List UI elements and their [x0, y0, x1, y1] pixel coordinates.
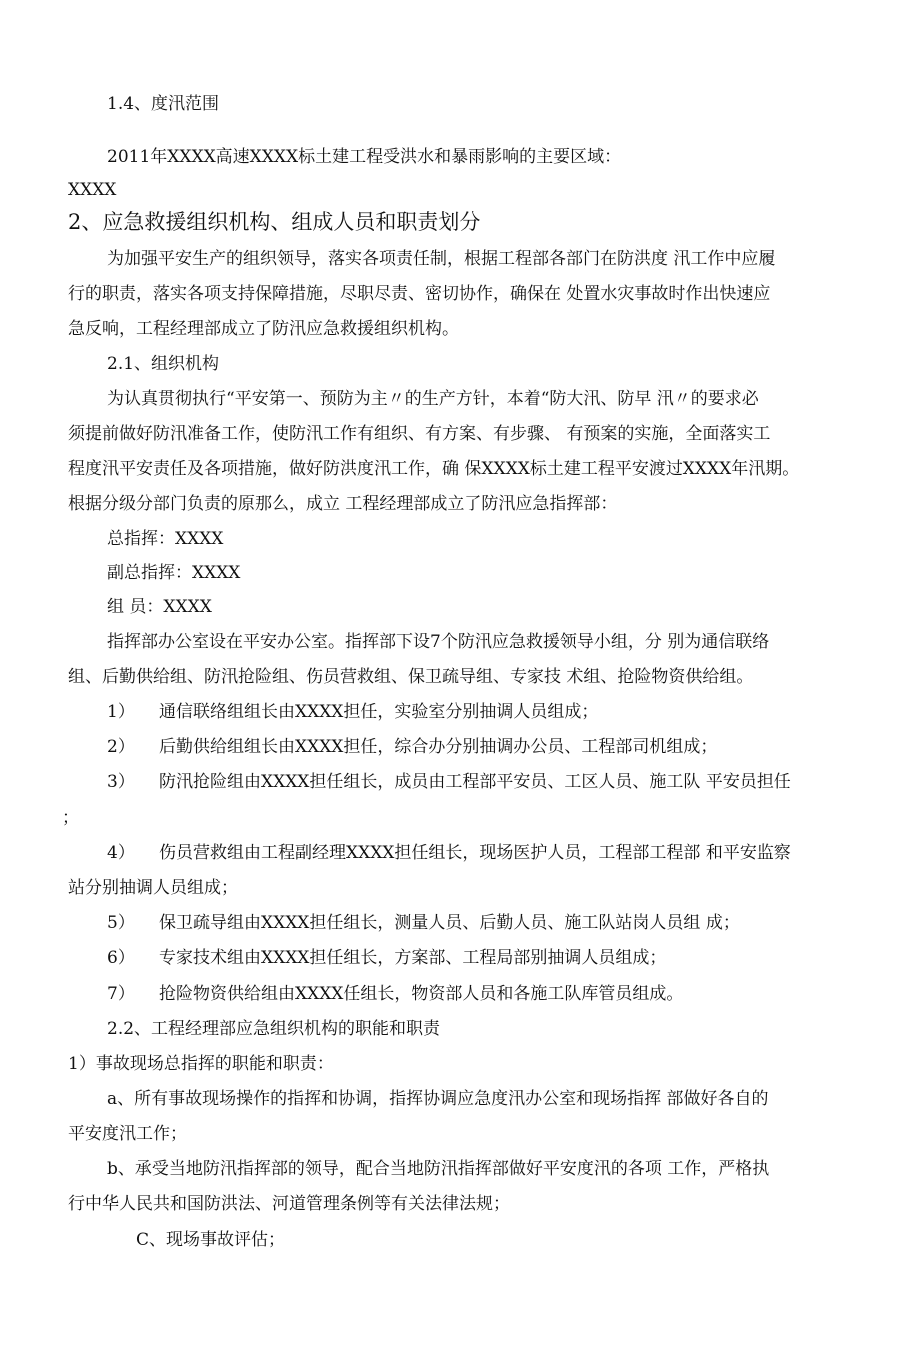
group-item-text: 通信联络组组长由XXXX担任，实验室分别抽调人员组成；	[159, 702, 599, 722]
intro-line-3: 急反响，工程经理部成立了防汛应急救援组织机构。	[68, 319, 459, 339]
section-1-4-heading: 1.4、度汛范围	[107, 94, 220, 114]
duty-a-line-1: a、所有事故现场操作的指挥和协调，指挥协调应急度汛办公室和现场指挥 部做好各自的	[107, 1089, 769, 1109]
group-item-5	[107, 911, 740, 935]
duty-1-heading: 1）事故现场总指挥的职能和职责：	[68, 1054, 334, 1074]
group-item-text: 专家技术组由XXXX担任组长，方案部、工程局部别抽调人员组成；	[159, 948, 667, 968]
org-para-line-3: 程度汛平安责任及各项措施，做好防洪度汛工作，确 保XXXX标土建工程平安渡过XXXX年汛期。	[68, 459, 800, 479]
section-2-2-heading: 2.2、工程经理部应急组织机构的职能和职责	[107, 1019, 441, 1039]
office-para-line-1: 指挥部办公室设在平安办公室。指挥部下设7个防汛应急救援领导小组，分 别为通信联络	[107, 632, 770, 652]
duty-a-line-2: 平安度汛工作；	[68, 1124, 187, 1144]
office-para-line-2: 组、后勤供给组、防汛抢险组、伤员营救组、保卫疏导组、专家技 术组、抢险物资供给组。	[68, 667, 754, 687]
group-item-text: 伤员营救组由工程副经理XXXX担任组长，现场医护人员，工程部工程部 和平安监察	[159, 843, 791, 863]
members: 组 员：XXXX	[107, 597, 212, 617]
group-item-number: 5）	[107, 913, 135, 933]
group-item-text: 抢险物资供给组由XXXX任组长，物资部人员和各施工队库管员组成。	[159, 984, 684, 1004]
group-item-6	[107, 946, 666, 970]
group-item-4	[107, 841, 791, 865]
scope-value: XXXX	[68, 180, 117, 200]
group-item-number: 6）	[107, 948, 135, 968]
deputy-commander: 副总指挥：XXXX	[107, 563, 241, 583]
duty-c-line: C、现场事故评估；	[136, 1230, 286, 1250]
group-item-2	[107, 735, 717, 759]
group-item-number: 2）	[107, 737, 135, 757]
group-item-7	[107, 982, 683, 1006]
duty-b-line-2: 行中华人民共和国防洪法、河道管理条例等有关法律法规；	[68, 1194, 510, 1214]
org-para-line-4: 根据分级分部门负责的原那么，成立 工程经理部成立了防汛应急指挥部：	[68, 494, 618, 514]
section-2-heading: 2、应急救援组织机构、组成人员和职责划分	[68, 210, 481, 234]
group-item-number: 1）	[107, 702, 135, 722]
group-item-text: 防汛抢险组由XXXX担任组长，成员由工程部平安员、工区人员、施工队 平安员担任	[159, 772, 791, 792]
duty-b-line-1: b、承受当地防汛指挥部的领导，配合当地防汛指挥部做好平安度汛的各项 工作，严格执	[107, 1159, 770, 1179]
group-item-number: 4）	[107, 843, 135, 863]
group-item-4-continuation: 站分别抽调人员组成；	[68, 878, 238, 898]
org-para-line-1: 为认真贯彻执行“平安第一、预防为主〃的生产方针，本着“防大汛、防早 汛〃的要求必	[107, 389, 759, 409]
org-para-line-2: 须提前做好防汛准备工作，使防汛工作有组织、有方案、有步骤、 有预案的实施，全面落实工	[68, 424, 771, 444]
group-item-3	[107, 770, 791, 794]
scope-line: 2011年XXXX高速XXXX标土建工程受洪水和暴雨影响的主要区域：	[107, 147, 622, 167]
group-item-text: 后勤供给组组长由XXXX担任，综合办分别抽调办公员、工程部司机组成；	[159, 737, 718, 757]
section-2-1-heading: 2.1、组织机构	[107, 354, 220, 374]
group-item-number: 7）	[107, 984, 135, 1004]
intro-line-1: 为加强平安生产的组织领导，落实各项责任制，根据工程部各部门在防洪度 汛工作中应履	[107, 249, 776, 269]
group-item-text: 保卫疏导组由XXXX担任组长，测量人员、后勤人员、施工队站岗人员组 成；	[159, 913, 740, 933]
intro-line-2: 行的职责，落实各项支持保障措施，尽职尽责、密切协作，确保在 处置水灾事故时作出快速应	[68, 284, 771, 304]
group-item-1	[107, 700, 598, 724]
chief-commander: 总指挥：XXXX	[107, 529, 224, 549]
group-item-3-continuation: ；	[62, 808, 79, 828]
group-item-number: 3）	[107, 772, 135, 792]
